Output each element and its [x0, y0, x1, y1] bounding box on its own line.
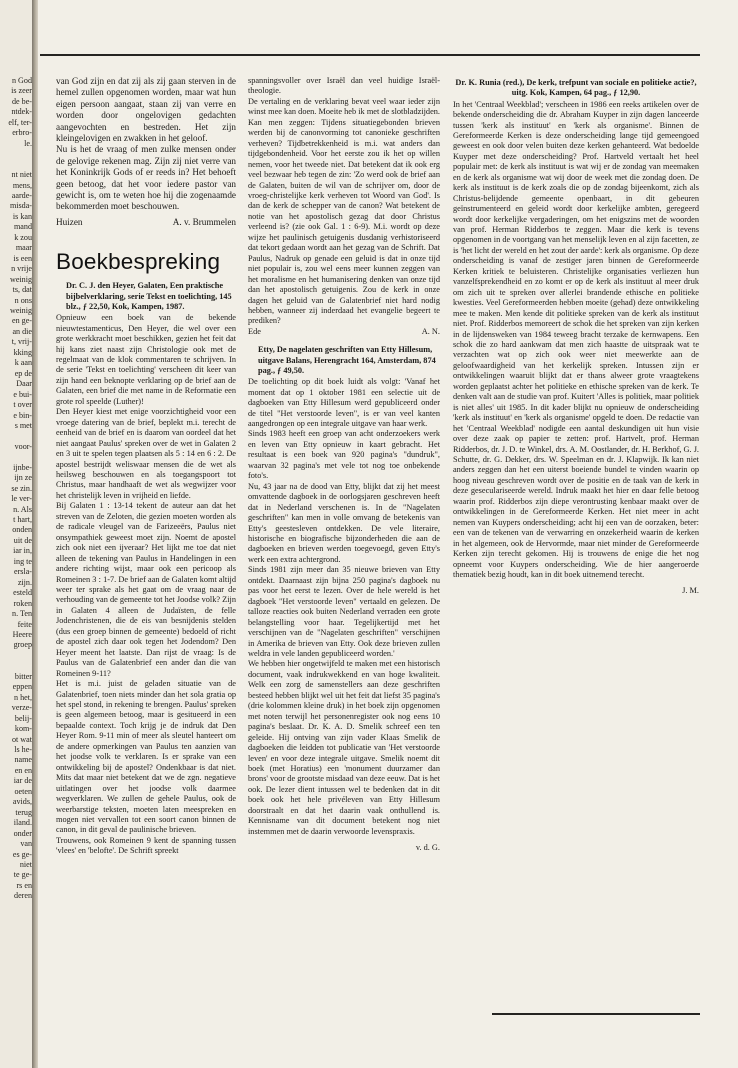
review-2-header: Etty, De nagelaten geschriften van Etty Hillesum, uitgave Balans, Herengracht 164, Amsterdam, 874 pag., ƒ 49,50.	[258, 345, 436, 375]
edge-fragment: voor-	[14, 441, 32, 451]
edge-fragment: te ge-	[13, 870, 32, 880]
edge-fragment: k zou	[14, 232, 32, 242]
edge-fragment: Heere	[12, 630, 32, 640]
edge-fragment: k aan	[14, 358, 32, 368]
edge-fragment: n ons	[14, 295, 32, 305]
edge-fragment: name	[14, 755, 32, 765]
edge-fragment: feite	[17, 619, 32, 629]
review-2-paragraph: De toelichting op dit boek luidt als volgt: 'Vanaf het moment dat op 1 oktober 1981 een selectie uit de dagboeken van Etty Hillesum werd gepubliceerd onder de titel "Het verstoorde leven", is er van veel kanten aangedrongen op een integrale uitgave van haar werk.	[248, 377, 440, 429]
previous-article-end	[56, 76, 236, 213]
edge-fragment: le.	[24, 138, 32, 148]
edge-fragment: belij-	[14, 713, 32, 723]
edge-fragment: onder	[13, 828, 32, 838]
edge-fragment: elf, ter-	[8, 117, 32, 127]
review-1-paragraph: De vertaling en de verklaring bevat veel waar ieder zijn winst mee kan doen. Moeite heb ik met de slotbladzijden. Kan men zeggen: Tijdens situatiegebonden brieven werden bij de canonvorming tot canonieke geschriften verheven? Tijdbetrekkenheid is m.i. wat anders dan tijdgebondenheid. Voor het eerste zou ik het op willen nemen, voor het tweede niet. Dat betekent dat ik ook erg veel bezwaar heb tegen de zin: 'Zo werd ook de brief aan de Galaten, buiten de wil van de schrijver om, door de vroeg-christelijke kerk verheven tot Woord van God'. Is dan de kerk de schepper van de canon? Wat betekent de notie van het apostolisch gezag dat door Christus verleend is? (zie ook Gal. 1 : 6-9). M.i. wordt op deze wijze het paulinisch getuigenis dusdanig verhistoriseerd dat tekort gedaan wordt aan het gezag van de Schrift. Dat Paulus, Nadruk op genade een geluid is dat in onze tijd niet populair is, zou wel eens meer kunnen zeggen van het moralisme en het humanisering denken van onze tijd dan het apostolisch getuigenis. Zou de kerk in onze dagen het geluid van de Galatenbrief niet hard nodig hebben, wanneer zij inderdaad het evangelie begeert te prediken?	[248, 96, 440, 326]
edge-fragment: eppen	[12, 682, 32, 692]
signature-place: Ede	[248, 326, 261, 336]
edge-fragment: ing te	[13, 556, 32, 566]
column-3	[453, 76, 699, 1008]
signature-author: A. N.	[421, 326, 440, 336]
edge-fragment: le ver-	[11, 494, 32, 504]
edge-fragment: n. Als	[13, 504, 32, 514]
edge-fragment: van	[20, 839, 32, 849]
lead-paragraph: van God zijn en dat zij als zij gaan sterven in de hemel zullen opgenomen worden, maar wat hun eigen persoon aangaat, staan zij van verre en worden door ongelovigen gedachten aangevochten en bestreden. Het zijn kleingelovigen en zwakken in het geloof.	[56, 76, 236, 144]
edge-fragment: ot wat	[11, 734, 32, 744]
edge-fragment: weinig	[9, 274, 32, 284]
review-1-paragraph: spanningsvoller over Israël dan veel huidige Israël-theologie.	[248, 76, 440, 96]
edge-fragment: niet	[19, 859, 32, 869]
edge-fragment: iar de	[13, 776, 32, 786]
edge-fragment	[1, 651, 32, 661]
edge-fragment: oeten	[14, 786, 32, 796]
edge-fragment: misda-	[9, 201, 32, 211]
column-end-rule	[492, 1013, 700, 1015]
edge-fragment: ep de	[14, 368, 32, 378]
edge-fragment: is kan	[12, 211, 32, 221]
edge-fragment: ersla-	[14, 567, 32, 577]
review-1-paragraph: Het is m.i. juist de geladen situatie van de Galatenbrief, toen niets minder dan het sola gratia op het spel stond, in rekening te brengen. Paulus' spreken is geen algemeen betoog, maar is gesitueerd in een bepaalde context. Toch krijg je de indruk dat Den Heyer Rom. 9-11 min of meer als sleutel hanteert om de andere opmerkingen van Paulus ten aanzien van het joodse volk te verklaren. Is er sprake van een ontwikkeling bij de apostel? Ondenkbaar is dat niet. Mits dat maar niet betekent dat we de zgn. negatieve uitlatingen over het joodse volk daarmee wegverklaren. We zullen de gehele Paulus, ook de weerbarstige teksten, moeten laten meespreken en mogen niet vervallen tot een soort canon binnen de canon, in dit geval de paulinische brieven.	[56, 679, 236, 835]
review-1-signature	[248, 327, 440, 337]
edge-fragment: e bui-	[13, 389, 32, 399]
edge-fragment: en ge-	[12, 316, 32, 326]
edge-fragment: mand	[14, 222, 32, 232]
edge-fragment: ijnbe-	[13, 462, 32, 472]
review-2-paragraph: Sinds 1983 heeft een groep van acht onderzoekers werk en leven van Etty opnieuw in kaart gebracht. Het resultaat is een boek van 920 pagina's "dundruk", waarvan 32 pagina's met vele tot nog toe onbekende foto's.	[248, 429, 440, 481]
review-1-paragraph: Opnieuw een boek van de bekende nieuwtestamenticus, Den Heyer, die wel over een grote werkkracht moet beschikken, gezien het feit dat hij kans ziet naast zijn Christologie ook met de regelmaat van de klok commentaren te schrijven. In de serie 'Tekst en toelichting' verscheen dit keer van zijn hand een beknopte verklaring op de brief aan de Galaten, een brief die met name in de Reformatie een grote rol speelde (Luther)!	[56, 313, 236, 406]
review-1-paragraph: Den Heyer kiest met enige voorzichtigheid voor een vroege datering van de brief, beplekt m.i. terecht de eenheid van de brief en is daarom van oordeel dat het niet aangaat Paulus' spreken over de wet in Galaten 2 en 3 uit te spelen tegen plaatsen als 5 : 14 en 6 : 2. De apostel bestrijdt weliswaar mensen die de wet als heilsweg beschouwen en als toegangspoort tot Christus, maar handhaaft de wet als wegwijzer voor het christelijk leven in vrijheid en liefde.	[56, 407, 236, 500]
previous-article-signature	[56, 217, 236, 227]
review-2-paragraph: Nu, 43 jaar na de dood van Etty, blijkt dat zij het meest omvattende dagboek in de oorlogsjaren geschreven heeft dat in Nederland verschenen is. In de "Nagelaten geschriften" kan men in volle omvang de betekenis van Etty's geestesleven ontdekken. De vele literaire, historische en biografische bijzonderheden die aan de dagboeken en brieven werden toegevoegd, geven Etty's werk een extra achtergrond.	[248, 481, 440, 564]
edge-fragment: iar in,	[13, 546, 32, 556]
edge-fragment: terug	[15, 807, 32, 817]
edge-fragment: is een	[13, 253, 32, 263]
edge-fragment: ijn ze	[14, 473, 32, 483]
adjacent-page-text	[1, 76, 32, 902]
edge-fragment: aarde-	[11, 190, 32, 200]
edge-fragment: n God	[11, 76, 32, 85]
edge-fragment: an die	[12, 326, 32, 336]
edge-fragment: deren	[14, 891, 32, 901]
edge-fragment: se zin.	[11, 483, 32, 493]
edge-fragment: verze-	[11, 703, 32, 713]
signature-place: Huizen	[56, 216, 83, 227]
edge-fragment: roken	[13, 598, 32, 608]
edge-fragment: maar	[15, 243, 32, 253]
edge-fragment: s met	[14, 420, 32, 430]
review-2-paragraph: We hebben hier ongetwijfeld te maken met een historisch document, vaak indrukwekkend en van hoge kwaliteit. Welk een zorg de samenstellers aan deze geschriften besteed hebben blijkt wel uit het feit dat liefst 35 pagina's (drie kolommen kleine druk) in het boek zijn opgenomen met noten terwijl het personenregister ook nog eens 10 pagina's beslaat. Dr. K. A. D. Smelik schreef een ten geleide. Hij ontving van zijn vader Klaas Smelik de dagboeken die leidden tot publicatie van 'Het verstoorde leven' en voor deze integrale uitgave. Smelik noemt dit boek (met Horatius) een 'monument duurzamer dan brons' voor de grootste misdaad van deze eeuw. Dat is het ook. De lezer dient intussen wel te bedenken dat in dit boek ook het hele privéleven van Etty Hillesum doorstraalt en dat het daarin vaak onthullend is. Kennisname van dit document betekent nog niet instemmen met de daarin verwoorde levenspraxis.	[248, 659, 440, 836]
edge-fragment	[1, 452, 32, 462]
edge-fragment: de be-	[12, 96, 32, 106]
column-2	[248, 76, 440, 1016]
edge-fragment: avids,	[12, 797, 32, 807]
edge-fragment: kking	[13, 347, 32, 357]
review-3-signature: J. M.	[682, 586, 699, 596]
edge-fragment: t over	[13, 400, 32, 410]
edge-fragment	[1, 149, 32, 159]
edge-fragment: zijn.	[17, 577, 32, 587]
edge-fragment: nt niet	[11, 170, 32, 180]
edge-fragment: n. Ten	[12, 609, 32, 619]
review-2-paragraph: Sinds 1981 zijn meer dan 35 nieuwe brieven van Etty ontdekt. Daarnaast zijn bijna 250 pagina's dagboek nu pas voor het eerst te lezen. Over de hele wereld is het dagboek "Het verstoorde leven" vertaald en gelezen. De talloze reacties ook buiten Nederland verraden een grote belangstelling voor haar. Tegelijkertijd met het verschijnen van de "Nagelaten geschriften" verschijnen in Amerika de brieven van Etty. Ook deze brieven zullen weldra in vele landen gepubliceerd worden.'	[248, 565, 440, 658]
edge-fragment: bitter	[14, 671, 32, 681]
edge-fragment: e bin-	[13, 410, 32, 420]
review-3-paragraph: In het 'Centraal Weekblad'; verscheen in 1986 een reeks artikelen over de bekende onderscheiding die dr. Abraham Kuyper in zijn dagen lanceerde tussen 'kerk als instituut' en 'kerk als organisme'. Binnen de Gereformeerde Kerken is deze onderscheiding lange tijd gemeengoed geweest en ook door velen buiten deze kerken gehanteerd. Wat bedoelde Kuyper met deze onderscheiding? Prof. Hartveld vertaalt het heel populair met: de kerk als instituut is wat wij er de zondag van meemaken en de kerk als organisme wat wij door de week met die zondag doen. De kerk als instituut is de kerk zoals die op de zondag bijeenkomt, zich als Christus-belijdende gemeente openbaart, in dit gebeuren geïnstrumenteerd en geleid wordt door kerkelijke ambten, geregeerd wordt door kerkelijke vergaderingen, om het enigszins met de woorden van prof. Herman Ridderbos te zeggen. Maar die kerk is tevens opgenomen in de voortgang van het menselijk leven en al zijn facetten, ze is 'het licht der wereld en het zout der aarde': kerk als organisme. Op deze onderscheiding is vanaf de zestiger jaren binnen de Gereformeerde Kerken kritiek te beluisteren. Christelijke organisaties verliezen hun vanzelfsprekendheid en zo komt er op de kerk als instituut al meer druk om zich uit te spreken over allerlei brandende ethische en politieke kwesties. Veel Gereformeerden hebben moeite (gehad) deze ontwikkeling mee te maken. Men kende dit politieke spreken van de kerk als instituut niet. Prof. Ridderbos memoreert de schok die het spreken van zijn kerken in de lijdensweken van 1984 teweeg bracht terzake de kernwapens. Een schok die zo hard aankwam dat men zich haastte de uitspraak wat te verzachten wat op zich ook weer niet meewerkte aan de geloofwaardigheid van het kerkelijk spreken. Intussen zijn er ontwikkelingen waaruit blijkt dat er thans alweer grote vraagtekens worden geplaatst achter het politieke en ethische spreken van de kerk. Te denken valt aan de studie van prof. Kuitert 'Alles is politiek, maar politiek is niet alles' uit 1985. In dit kader blijkt nu opnieuw de onderscheiding 'kerk als instituut' en 'kerk als organisme' opgeld te doen. De redactie van het 'Centraal Weekblad' nodigde een aantal deskundigen uit hun visie over deze zaak op papier te zetten: prof. Hartvelt, prof. Herman Ridderbos, dr. J. D. te Winkel, drs. A. M. Oostlander, dr. H. Berkhof, G. J. Schutte, dr. G. Dekker, drs. W. Speelman en dr. J. Klapwijk. Ik kan niet anders zeggen dan het een uiterst boeiende bundel te vinden waarin op hoog niveau geschreven wordt over de positie en de taak van de kerk in deze geseculariseerde wereld. Indruk maakt het hier en daar felle betoog waarin prof. Ridderbos zijn diepe verontrusting kenbaar maakt over de ontwikkelingen in de Gereformeerde Kerken. Het niet meer in acht nemen van Kuypers onderscheiding; acht hij een van de oorzaken, beter: een van de tekenen van de verwarring en onzekerheid waarin de kerken in het algemeen, ook de Hervormde, maar niet minder de Gereformeerde Kerken zijn terecht gekomen. Hij is trouwens de enige die het nog opneemt voor Kuypers onderscheiding. Wie de hier aangeroerde thematiek bezig houdt, kan in dit boek uitnemend terecht.	[453, 99, 699, 579]
edge-fragment: en en	[14, 765, 32, 775]
edge-fragment: ls he-	[14, 745, 32, 754]
review-2-signature: v. d. G.	[415, 843, 440, 853]
review-1-header: Dr. C. J. den Heyer, Galaten, Een praktische bijbelverklaring, serie Tekst en toelichting, 145 blz., ƒ 22,50, Kok, Kampen, 1987.	[66, 281, 232, 311]
review-3-header: Dr. K. Runia (red.), De kerk, trefpunt van sociale en politieke actie?, uitg. Kok, Kampen, 64 pag., ƒ 12,90.	[455, 78, 697, 98]
edge-fragment: mens,	[12, 180, 32, 190]
edge-fragment: ts, dat	[12, 285, 32, 295]
edge-fragment: ntdek-	[11, 107, 32, 117]
edge-fragment: weinig	[9, 305, 32, 315]
edge-fragment: erbro-	[12, 128, 32, 138]
edge-fragment: es ge-	[12, 849, 32, 859]
edge-fragment: t hart,	[13, 515, 32, 525]
section-heading: Boekbespreking	[56, 249, 221, 275]
edge-fragment: n vrije	[11, 264, 32, 274]
edge-fragment	[1, 431, 32, 441]
top-rule	[40, 54, 700, 56]
column-1	[56, 76, 236, 1016]
review-1-paragraph: Bij Galaten 1 : 13-14 tekent de auteur aan dat het streven van de Zeloten, die gezien moeten worden als de radicale vleugel van de Farizeeërs, Paulus niet onsympathiek geweest moet zijn. Noemt de apostel zich ook niet een ijveraar? Het lijkt me toe dat niet alleen de tekening van Paulus in Handelingen in een andere richting wijst, maar ook een pericoop als Romeinen 3 : 1-7. De brief aan de Galaten komt altijd weer ter sprake als het gaat om de vraag naar de verhouding van de gemeente tot het Joodse volk? Zijn in Galaten 4 alleen de Judaïsten, de felle Jodenchristenen, die de eis van besnijdenis stelden (dus een groep binnen de gemeente) bedoeld of richt de apostel zich daar ook tegen het Jodendom? Den Heyer meent het laatste. Dan rijst de vraag: Is de Paulus van de Galatenbrief een ander dan die van Romeinen 9-11?	[56, 501, 236, 678]
edge-fragment: t, vrij-	[11, 337, 32, 347]
edge-fragment: kom-	[14, 724, 32, 734]
edge-fragment: is zeer	[11, 86, 32, 96]
signature-author: A. v. Brummelen	[172, 216, 236, 227]
edge-fragment: groep	[13, 640, 32, 650]
edge-fragment: n het,	[14, 692, 32, 702]
edge-fragment: onden	[12, 525, 32, 535]
edge-fragment	[1, 661, 32, 671]
edge-fragment: Daar	[16, 379, 32, 389]
edge-fragment: iland.	[13, 818, 32, 828]
edge-fragment: rs en	[16, 880, 32, 890]
lead-paragraph: Nu is het de vraag of men zulke mensen onder de gelovige rekenen mag. Zijn zij niet verre van het Koninkrijk Gods of er reeds in? Het behoeft geen betoog, dat het voor iedere pastor van gewicht is, om te weten hoe hij die zogenaamde bekommerden moet beschouwen.	[56, 144, 236, 212]
edge-fragment: uit de	[13, 535, 32, 545]
review-1-paragraph: Trouwens, ook Romeinen 9 kent de spanning tussen 'vlees' en 'belofte'. De Schrift spreekt	[56, 835, 236, 856]
edge-fragment: esteld	[13, 588, 32, 598]
edge-fragment	[1, 160, 32, 170]
